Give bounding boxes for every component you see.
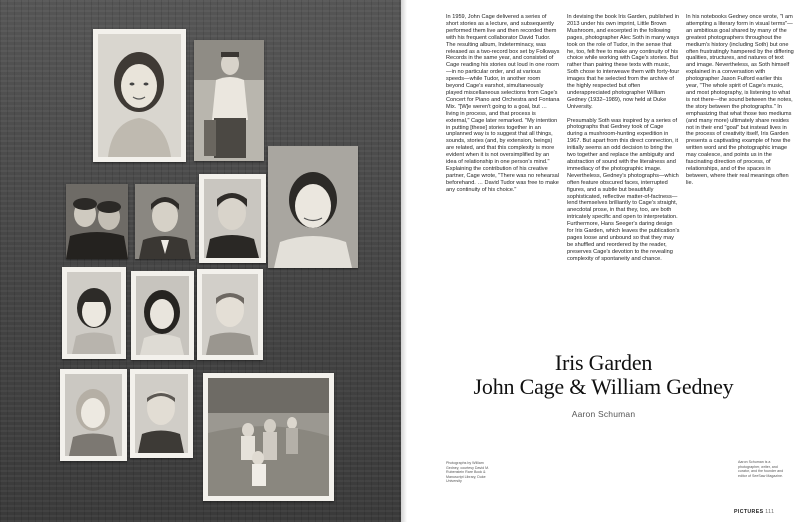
- portrait-photo-woman-smiling: [93, 29, 186, 162]
- article-text-page: [407, 0, 800, 522]
- article-paragraph: In devising the book Iris Garden, published in 2013 under his own imprint, Little Brown Mushroom, and excerpted in the following pages, photographer Alec Soth in many ways took on the role of Tudor, in the sense that he, too, felt free to make any continuity of his choice while working with Cage's stories. But rather than pairing these texts with music, Soth chose to interweave them with forty-four images that he selected from the archive of the highly respected but often underappreciated photographer William Gedney (1932–1989), now held at Duke University.: [567, 14, 680, 110]
- author-bio-caption: Aaron Schuman is a photographer, writer, and curator, and the founder and editor of SeeSaw Magazine.: [738, 460, 784, 478]
- article-column-3: [686, 14, 794, 194]
- article-title: Iris Garden: [554, 350, 653, 375]
- article-subtitle: John Cage & William Gedney: [473, 374, 734, 399]
- portrait-photo-boy-crewcut: [130, 369, 193, 458]
- snapshot-photo-children-outdoors: [203, 373, 334, 501]
- folio-page-number: 111: [765, 509, 775, 515]
- portrait-photo-girl-dark-hair: [131, 271, 194, 360]
- portrait-photo-seated-man: [194, 40, 264, 161]
- article-paragraph: In his notebooks Gedney once wrote, "I am attempting a literary form in visual terms"—an ambitious goal shared by many of the greatest photographers throughout the medium's history (including Soth) but one often frustratingly hampered by the differing qualities, structures, and natures of text and image. Nevertheless, as Soth himself explained in a conversation with photographer Jason Fulford earlier this year, "The whole spirit of Cage's music, and most photography, is listening to what is not there—the sound between the notes, the story between the photographs." In emphasizing that what those two mediums (and many more) ultimately share resides not in their end "goal" but instead lives in the process of creativity itself, Iris Garden presents a captivating example of how the written word and the photographic image may coalesce, and points us in the fascinating direction of process, of relationships, and of the spaces in between, where their real meanings often lie.: [686, 14, 794, 186]
- article-paragraph: In 1959, John Cage delivered a series of short stories as a lecture, and subsequently performed them live and then recorded them with his frequent collaborator David Tudor. The resulting album, Indeterminacy, was released as a two-record box set by Folkways Records in the same year, and consisted of Cage reading his stories out loud in one room—in no particular order, and at various speeds—while Tudor, in another room beyond Cage's earshot, simultaneously played miscellaneous selections from Cage's Concert for Piano and Orchestra and Fontana Mix. "[W]e weren't going to a goal, but … living in process, and that process is external," Cage later remarked. "My intention in putting [these] stories together in an unplanned way is to suggest that all things, sounds, stories (and, by extension, beings) are related, and that this complexity is more evident when it is not oversimplified by an idea of relationship in one person's mind." Explaining the contribution of his creative partner, Cage wrote, "There was no rehearsal beforehand. … David Tudor was free to make any continuity of his choice.": [446, 14, 560, 193]
- portrait-photo-young-boy: [197, 269, 263, 360]
- article-author: Aaron Schuman: [571, 409, 636, 419]
- folio-section: PICTURES: [734, 509, 764, 515]
- portrait-photo-girl-bangs: [62, 267, 126, 359]
- photo-booth-two-boys: [66, 184, 128, 259]
- page-folio: [734, 509, 774, 515]
- portrait-photo-girl-short-hair: [268, 146, 358, 268]
- portrait-photo-teen-boy: [199, 174, 266, 263]
- article-paragraph: Presumably Soth was inspired by a series of photographs that Gedney took of Cage during a mushroom-hunting expedition in 1967. But apart from this direct connection, it initially seems an odd decision to bring the two together and replace the ambiguity and abstraction of sound with the literalness and immediacy of the photographic image. Nevertheless, Gedney's photographs—which often feature obscured faces, interrupted figures, and a subtle but beautifully sophisticated, reflective matter-of-factness—lend themselves brilliantly to Cage's straight, anecdotal prose, in that they, too, are both intricately specific and open to interpretation. Furthermore, Hans Seeger's daring design for Iris Garden, which leaves the publication's pages loose and unbound so that they may be shuffled and reordered by the reader, preserves Cage's devotion to the revealing complexity of spontaneity and chance.: [567, 117, 680, 262]
- article-column-1: [446, 14, 560, 200]
- article-title-block: [407, 351, 800, 419]
- photo-booth-young-man: [135, 184, 195, 259]
- article-column-2: [567, 14, 680, 270]
- photo-credit-caption: Photographs by William Gedney, courtesy David M. Rubenstein Rare Book & Manuscript Library, Duke University: [446, 461, 490, 483]
- portrait-photo-blonde-girl: [60, 369, 127, 461]
